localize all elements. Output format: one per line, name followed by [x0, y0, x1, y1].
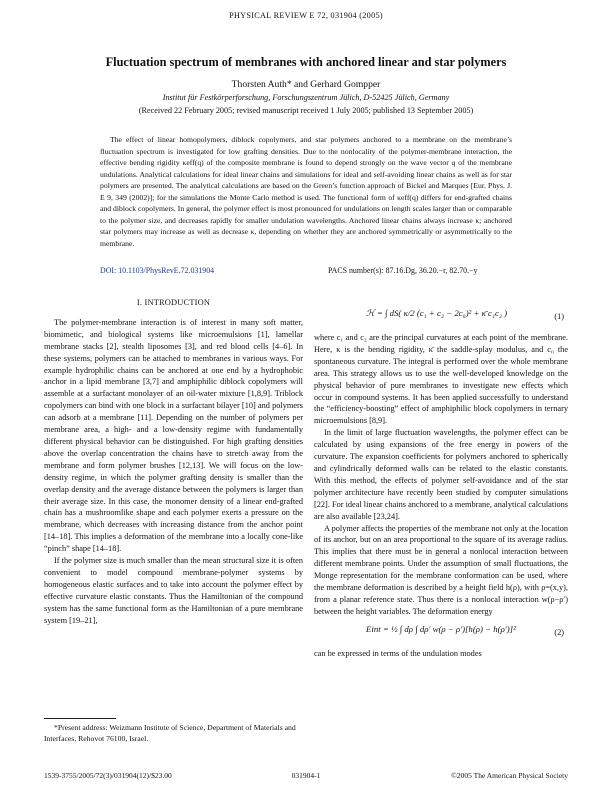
equation-1: [314, 302, 568, 332]
paragraph: In the limit of large fluctuation wavelengths, the polymer effect can be calculated by using expansions of the free energy in powers of the curvature. The expansion coefficients for polymers anchored to spherically and cylindrically deformed walls can be related to the elastic constants. With this method, the effects of polymer self-avoidance and of the star polymer architecture have recently been studied by computer simulations [22]. For ideal linear chains anchored to a membrane, analytical calculations are also available [23,24].: [314, 428, 568, 521]
equation-1-formula: ℋ = ∫ dS( κ/2 (c₁ + c₂ − 2c₀)² + κ̄ c₁c₂ ): [366, 308, 508, 318]
footnote-text: *Present address: Weizmann Institute of Science, Department of Materials and Interfaces, Rehovot 76100, Israel.: [44, 723, 296, 743]
abstract-text: The effect of linear homopolymers, diblock copolymers, and star polymers anchored to a membrane on the membrane’s fluctuation spectrum is investigated for low grafting densities. Due to the nonlocality of the polymer-membrane interaction, the effective bending rigidity κeff(q) of the composite membrane is found to depend strongly on the wave vector q of the membrane undulations. Analytical calculations for ideal linear chains and simulations for ideal and self-avoiding linear chains as well as for star polymers are presented. The analytical calculations are based on the Green’s function approach of Bickel and Marques [Eur. Phys. J. E 9, 349 (2002)]; for the simulations the Monte Carlo method is used. The functional form of κeff(q) differs for end-grafted chains and diblock copolymers. In general, the polymer effect is most pronounced for undulations on length scales larger than or comparable to the polymer size, and decreases rapidly for smaller undulation wavelengths. Anchored linear chains always increase κ; anchored star polymers may increase as well as decrease κ, depending on whether they are anchored symmetrically or asymmetrically to the membrane.: [100, 135, 512, 248]
footer-issn: 1539-3755/2005/72(3)/031904(12)/$23.00: [44, 771, 172, 780]
equation-2: [314, 618, 568, 648]
paragraph: can be expressed in terms of the undulation modes: [314, 648, 482, 658]
received-dates: (Received 22 February 2005; revised manuscript received 1 July 2005; published 13 September 2005): [138, 106, 474, 115]
equation-2-formula: Eint = ½ ∫ dρ ∫ dρ′ w(ρ − ρ′)[h(ρ) − h(ρ′)]²: [366, 623, 516, 634]
pacs-numbers: PACS number(s): 87.16.Dg, 36.20.−r, 82.70.−y: [328, 266, 478, 275]
footnote: [44, 722, 303, 744]
affiliation: Institut für Festkörperforschung, Forschungszentrum Jülich, D-52425 Jülich, Germany: [162, 93, 450, 102]
footer-page-number: 031904-1: [291, 771, 321, 780]
paragraph: A polymer affects the properties of the membrane not only at the location of its anchor, but on an area proportional to the square of its average radius. This implies that there must be in general a nonlocal interaction between different membrane points. Under the assumption of small fluctuations, the Monge representation for the membrane conformation can be used, where the membrane deformation is described by a height field h(ρ), with ρ=(x,y), from a planar reference state. Thus there is a nonlocal interaction w(ρ−ρ′) between the height variables. The deformation energy: [314, 523, 568, 616]
author-list: Thorsten Auth* and Gerhard Gompper: [231, 79, 381, 90]
abstract: [100, 134, 512, 249]
left-column: [44, 297, 303, 626]
equation-2-number: (2): [554, 627, 564, 637]
paragraph: where c₁ and c₂ are the principal curvatures at each point of the membrane. Here, κ is the bending rigidity, κ̄ the saddle-splay modulus, and c₀ the spontaneous curvature. The integral is performed over the whole membrane area. This strategy allows us to use the well-developed knowledge on the physical behavior of pure membranes to investigate new effects which occur in compound systems. It has been applied successfully to understand the “efficiency-boosting” effect of amphiphilic block copolymers in ternary microemulsions [8,9].: [314, 333, 568, 426]
footer-copyright: ©2005 The American Physical Society: [451, 771, 568, 780]
paragraph: The polymer-membrane interaction is of interest in many soft matter, biomimetic, and biological systems like microemulsions [1], lamellar membrane stacks [2], stealth liposomes [3], and red blood cells [4–6]. In these systems, polymers can be attached to membranes in various ways. For example hydrophilic chains can be anchored at one end by a hydrophobic anchor in a lipid membrane [3,7] and amphiphilic diblock copolymers will assemble at a surfactant monolayer of an oil-water mixture [1,8,9]. Triblock copolymers can bind with one block in a surfactant bilayer [10] and polymers can adsorb at a membrane [11]. Depending on the number of polymers per membrane area, a high- and a low-density regime with fundamentally different physical behavior can be distinguished. For high grafting densities above the overlap concentration the chains have to stretch away from the membrane and form polymer brushes [12,13]. We will focus on the low-density regime, in which the polymer grafting density is smaller than the overlap density and the average distance between the polymers is larger than their average size. In this case, the monomer density of a linear end-grafted chain has a mushroomlike shape and each polymer exerts a pressure on the membrane, which decreases with increasing distance from the anchor point [14–18]. This implies a deformation of the membrane into a locally cone-like “pinch” shape [14–18].: [44, 317, 303, 554]
right-column: [314, 302, 568, 660]
equation-1-number: (1): [554, 312, 564, 321]
doi-link[interactable]: DOI: 10.1103/PhysRevE.72.031904: [100, 266, 215, 275]
paragraph: If the polymer size is much smaller than the mean structural size it is often convenient to model compound membrane-polymer systems by homogeneous elastic surfaces and to take into account the polymer effect by effective curvature elastic constants. Thus the Hamiltonian of the compound system has the same functional form as the Hamiltonian of a pure membrane system [19–21],: [44, 556, 303, 625]
section-heading: I. INTRODUCTION: [136, 298, 211, 307]
footnote-rule: [44, 718, 116, 719]
paper-title: Fluctuation spectrum of membranes with anchored linear and star polymers: [105, 55, 507, 69]
running-header: PHYSICAL REVIEW E 72, 031904 (2005): [229, 11, 383, 20]
